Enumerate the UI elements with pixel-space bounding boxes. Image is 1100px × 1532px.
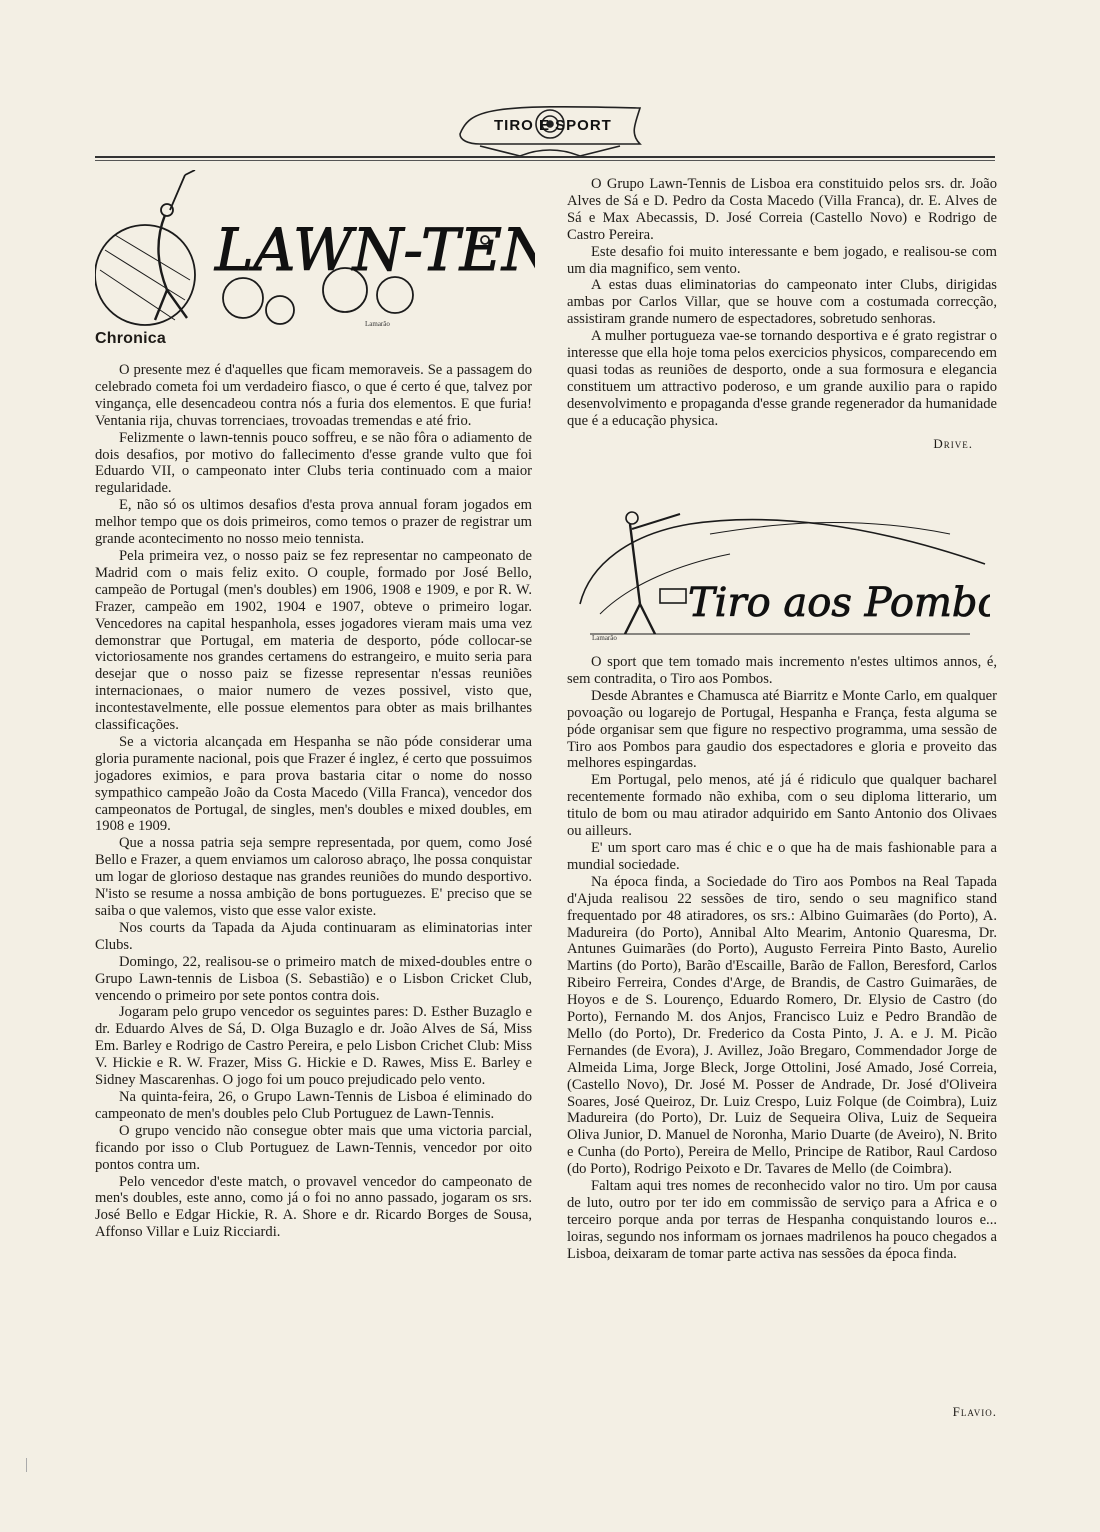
tennis-signature: Drive. [933, 435, 973, 451]
tennis-paragraph: Que a nossa patria seja sempre representada, por quem, como José Bello e Frazer, a quem enviamos um caloroso abraço, lhe possa conquistar um logar de glorioso destaque nas grandes reuniões do mundo desportivo. N'isto se resume a nossa ambição de bons portuguezes. E' preciso que se saiba o que valemos, visto que esse valor existe. [95, 835, 532, 919]
tiro-banner-text: Tiro aos Pombos [688, 580, 990, 626]
tennis-article-continuation [567, 176, 997, 453]
pigeon-paragraph: E' um sport caro mas é chic e o que ha de mais fashionable para a mundial sociedade. [567, 839, 997, 873]
pigeon-article-column [567, 654, 997, 1263]
lawn-tennis-banner-artist: Lamarão [365, 320, 390, 328]
pigeon-paragraph: Em Portugal, pelo menos, até já é ridiculo que qualquer bacharel recentemente formado não exhiba, com o seu diploma litterario, um titulo de bom ou mau atirador adquirido em Santo Antonio dos Olivaes ou ailleurs. [567, 772, 997, 840]
tennis-paragraph: Se a victoria alcançada em Hespanha se não póde considerar uma gloria puramente nacional, pois que Frazer é inglez, é certo que possuimos jogadores eximios, e para prova bastaria citar o nome do nosso sympathico campeão João da Costa Macedo (Villa Franca), vencedor dos campeonatos de Portugal, de singles, men's doubles e mixed doubles, em 1908 e 1909. [95, 733, 532, 835]
pigeon-paragraph: Desde Abrantes e Chamusca até Biarritz e Monte Carlo, em qualquer povoação ou logarejo de Portugal, Hespanha e França, festa alguma se póde organisar sem que figure no respectivo programma, uma sessão de Tiro aos Pombos para gaudio dos espectadores e gloria e proveito das melhores espingardas. [567, 687, 997, 772]
tennis-paragraph: Pela primeira vez, o nosso paiz se fez representar no campeonato de Madrid com o mais feliz exito. O couple, formado por José Bello, campeão de Portugal (men's doubles) em 1906, 1908 e 1909, e por R. W. Frazer, campeão em 1902, 1904 e 1907, obteve o primeiro logar. Vencedores na capital hespanhola, esses jogadores vieram mais uma vez demonstrar que Portugal, em materia de desporto, póde collocar-se victoriosamente nos grandes certamens do estrangeiro, e muito seria para desejar que o nosso paiz se fizesse representar n'essas reuniões internacionaes, o maior numero de vezes possivel, visto que, incontestavelmente, elle possue elementos para obter as mais brilhantes classificações. [95, 547, 532, 734]
tennis-paragraph: Felizmente o lawn-tennis pouco soffreu, e se não fôra o adiamento de dois desafios, por motivo do fallecimento d'esse grande vulto que foi Eduardo VII, o campeonato inter Clubs teria continuado com a maior regularidade. [95, 429, 532, 497]
margin-mark [26, 1458, 35, 1472]
tennis-article-column [95, 362, 532, 1241]
tennis-paragraph: Jogaram pelo grupo vencedor os seguintes pares: D. Esther Buzaglo e dr. Eduardo Alves de Sá, D. Olga Buzaglo e dr. João Alves de Sá, Miss Em. Barley e Rodrigo de Castro Pereira, e pelo Lisbon Crichet Club: Miss V. Hickie e R. W. Frazer, Miss G. Hickie e D. Rawes, Miss E. Barley e Sidney Mascarenhas. O jogo foi um pouco prejudicado pelo vento. [95, 1004, 532, 1089]
tiro-banner-artist: Lamarão [592, 634, 617, 642]
pigeon-paragraph: O sport que tem tomado mais incremento n'estes ultimos annos, é, sem contradita, o Tiro aos Pombos. [567, 654, 997, 687]
tennis-paragraph: O Grupo Lawn-Tennis de Lisboa era constituido pelos srs. dr. João Alves de Sá e D. Pedro da Costa Macedo (Villa Franca), dr. E. Alves de Sá e Max Abecassis, D. José Correia (Castello Novo) e Rodrigo de Castro Pereira. [567, 176, 997, 243]
tennis-paragraph: Este desafio foi muito interessante e bem jogado, e realisou-se com um dia magnifico, sem vento. [567, 243, 997, 277]
header-rule-thin [95, 160, 995, 161]
masthead-title: TIRO E SPORT [494, 117, 612, 134]
masthead-logo [0, 96, 1100, 156]
header-rule [95, 156, 995, 158]
tennis-paragraph: A estas duas eliminatorias do campeonato inter Clubs, dirigidas ambas por Carlos Villar, que se houve com a costumada correcção, assistiram grande numero de espectadores, sobretudo senhoras. [567, 277, 997, 328]
tennis-paragraph: O presente mez é d'aquelles que ficam memoraveis. Se a passagem do celebrado cometa foi um verdadeiro fiasco, o que é certo é que, talvez por vingança, elle desencadeou contra nós a furia dos elementos. E que furia! Ventania rija, chuvas torrenciaes, trovoadas tremendas e até frio. [95, 362, 532, 429]
tennis-paragraph: O grupo vencido não consegue obter mais que uma victoria parcial, ficando por isso o Club Portuguez de Lawn-Tennis, vencedor por oito pontos contra um. [95, 1122, 532, 1173]
tennis-paragraph: E, não só os ultimos desafios d'esta prova annual foram jogados em melhor tempo que os dois primeiros, como temos o prazer de registrar um grande acontecimento no nosso meio tennista. [95, 497, 532, 548]
lawn-tennis-banner [95, 170, 535, 330]
section-heading-chronica: Chronica [95, 330, 166, 347]
tiro-aos-pombos-banner [570, 494, 990, 644]
pigeon-signature: Flavio. [952, 1404, 997, 1419]
tennis-paragraph: A mulher portugueza vae-se tornando desportiva e é grato registrar o interesse que ella hoje toma pelos exercicios physicos, comparecendo em quasi todas as reuniões de desporto, onde a sua formosura e elegancia constituem um attractivo poderoso, e um grande auxilio para o rapido desenvolvimento e propaganda d'esse grande regenerador da humanidade que é a educação physica. [567, 328, 997, 429]
tennis-paragraph: Domingo, 22, realisou-se o primeiro match de mixed-doubles entre o Grupo Lawn-tennis de Lisboa (S. Sebastião) e o Lisbon Cricket Club, vencendo o primeiro por sete pontos contra dois. [95, 953, 532, 1004]
tennis-paragraph: Pelo vencedor d'este match, o provavel vencedor do campeonato de men's doubles, este anno, como já o foi no anno passado, jogaram os srs. José Bello e Edgar Hickie, R. A. Shore e dr. Ricardo Borges de Sousa, Affonso Villar e Luiz Ricciardi. [95, 1173, 532, 1241]
pigeon-paragraph: Na época finda, a Sociedade do Tiro aos Pombos na Real Tapada d'Ajuda realisou 22 sessões de tiro, sendo o seu magnifico stand frequentado por 48 atiradores, os srs.: Albino Guimarães (do Porto), A. Madureira (do Porto), Annibal Alto Mearim, Antonio Quaresma, Dr. Antunes Guimarães (do Porto), Augusto Ferreira Pinto Basto, Aurelio Martins (do Porto), Barão d'Escaille, Barão de Fallon, Beresford, Carlos Ribeiro Ferreira, Condes d'Arge, de Brandis, de Castro Guimarães, de Hoyos e de S. Lourenço, Eduardo Romero, Dr. Elysio de Castro (do Porto), Fernando M. dos Anjos, Francisco Luiz e Pedro Brandão de Mello (do Porto), Dr. Frederico da Costa Pinto, J. A. e J. M. Picão Fernandes (de Evora), J. Avillez, João Bregaro, Commendador Jorge de Almeida Lima, Jorge Bleck, Jorge Ottolini, José Amado, José Correia, (Castello Novo), Dr. José M. Posser de Andrade, Dr. José d'Oliveira Soares, José Queiroz, Dr. Luiz Crespo, Luiz Folque (de Coimbra), Luiz Madureira (do Porto), Dr. Luiz de Sequeira Oliva, Luiz de Sequeira Oliva Junior, D. Manuel de Noronha, Mario Duarte (de Aveiro), N. Brito e Cunha (do Porto), Pereira de Mello, Principe de Ratibor, Raul Cardoso (do Porto), Rodrigo Peixoto e Dr. Tavares de Mello (de Coimbra). [567, 873, 997, 1178]
masthead [0, 96, 1100, 156]
tennis-paragraph: Nos courts da Tapada da Ajuda continuaram as eliminatorias inter Clubs. [95, 919, 532, 953]
pigeon-paragraph: Faltam aqui tres nomes de reconhecido valor no tiro. Um por causa de luto, outro por ter ido em commissão de serviço para a Africa e o terceiro porque anda por terras de Hespanha conquistando louros e... loiras, segundo nos informam os jornaes madrilenos ha pouco chegados a Lisboa, deixaram de tomar parte activa nas sessões da época finda. [567, 1178, 997, 1262]
tennis-paragraph: Na quinta-feira, 26, o Grupo Lawn-Tennis de Lisboa é eliminado do campeonato de men's doubles pelo Club Portuguez de Lawn-Tennis. [95, 1088, 532, 1122]
lawn-tennis-banner-text: LAWN-TE [215, 216, 502, 284]
